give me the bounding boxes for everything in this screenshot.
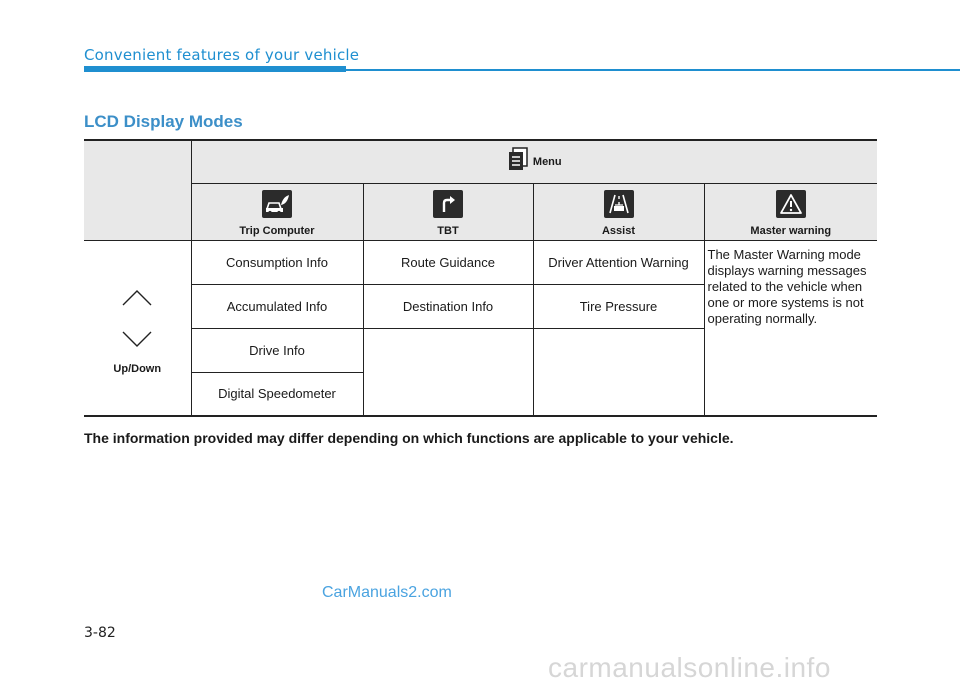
- table-corner-cell: [84, 140, 191, 240]
- updown-cell: [84, 240, 191, 416]
- warning-triangle-icon: [776, 190, 806, 218]
- header-rule: [346, 69, 960, 71]
- page-number: 3-82: [84, 625, 116, 641]
- lane-assist-icon: [604, 190, 634, 218]
- list-item: Accumulated Info: [191, 284, 363, 328]
- tab-assist: [533, 183, 704, 240]
- list-item: Consumption Info: [191, 240, 363, 284]
- list-item: Tire Pressure: [533, 284, 704, 328]
- list-item: Drive Info: [191, 328, 363, 372]
- trip-computer-icon: [262, 190, 292, 218]
- empty-cell: [363, 328, 533, 416]
- watermark-link[interactable]: CarManuals2.com: [322, 584, 452, 601]
- list-item: Destination Info: [363, 284, 533, 328]
- section-header-title: Convenient features of your vehicle: [84, 46, 360, 64]
- assist-label: Assist: [601, 225, 636, 237]
- footnote: The information provided may differ depending on which functions are applicable to your vehicle.: [84, 430, 734, 446]
- menu-icon: [507, 147, 529, 176]
- list-item: Digital Speedometer: [191, 372, 363, 416]
- page-title: LCD Display Modes: [84, 112, 243, 131]
- master-warning-description: The Master Warning mode displays warning messages related to the vehicle when one or more systems is not operating normally.: [704, 240, 877, 416]
- watermark: carmanualsonline.info: [548, 652, 831, 683]
- empty-cell: [533, 328, 704, 416]
- tab-trip-computer: [191, 183, 363, 240]
- menu-header-cell: [191, 140, 877, 183]
- master-warning-label: Master warning: [750, 225, 832, 237]
- tbt-label: TBT: [437, 225, 459, 237]
- tab-tbt: [363, 183, 533, 240]
- list-item: Driver Attention Warning: [533, 240, 704, 284]
- tab-master-warning: [704, 183, 877, 240]
- turn-arrow-icon: [433, 190, 463, 218]
- chevron-up-icon: [121, 289, 153, 312]
- chevron-down-icon: [121, 330, 153, 353]
- updown-label: Up/Down: [113, 362, 162, 375]
- list-item: Route Guidance: [363, 240, 533, 284]
- lcd-modes-table: [84, 139, 877, 417]
- trip-computer-label: Trip Computer: [239, 225, 315, 237]
- header-accent-bar: [84, 66, 346, 72]
- menu-label: Menu: [532, 155, 562, 168]
